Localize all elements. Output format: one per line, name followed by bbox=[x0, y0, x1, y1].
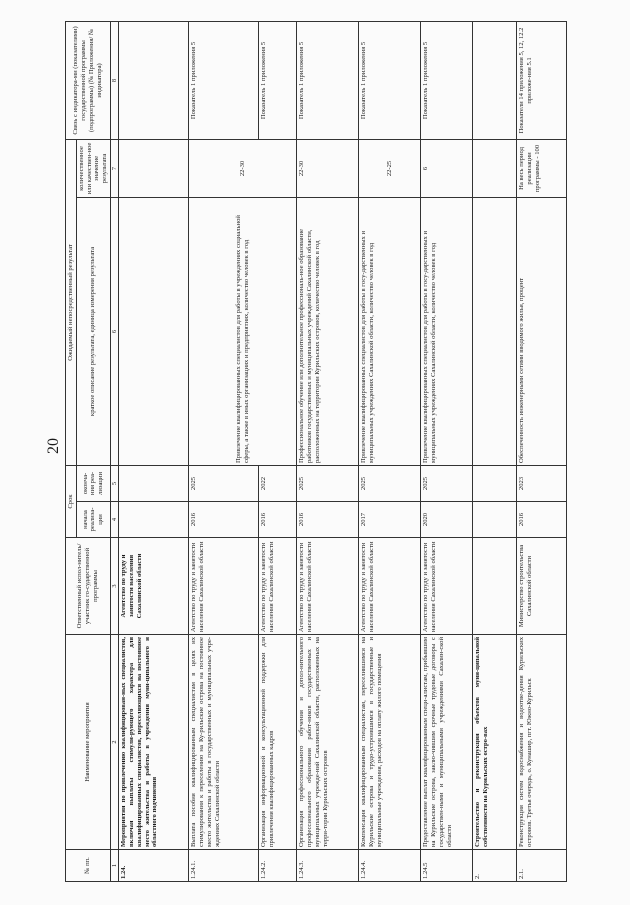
row-name: Мероприятия по привлечению квалифицирован-ных специалистов, включая выплаты стимули-рующего характера для квалифицированных специалистов, переселяющихся на постоянное место жительства и работы в учреждения муни-ципального и областного подчинения bbox=[119, 635, 189, 850]
row-responsible: Агентство по труду и занятости населения Сахалинской области bbox=[421, 538, 473, 635]
row-start: 2016 bbox=[297, 502, 359, 538]
row-link: Показатель 1 приложения 5 bbox=[259, 21, 297, 139]
row-link: Показатель 1 приложения 5 bbox=[421, 21, 473, 139]
row-end: 2025 bbox=[421, 465, 473, 501]
row-value bbox=[119, 139, 189, 197]
row-link bbox=[473, 21, 517, 139]
row-end: 2025 bbox=[297, 465, 359, 501]
table-row bbox=[119, 21, 189, 881]
row-description: Обеспеченность инженерными сетями вводимого жилья, процент bbox=[517, 197, 567, 465]
rotated-table-sheet bbox=[65, 22, 565, 882]
row-name: Организация профессионального обучения и допол-нительного профессионального образования работ-ников государственных и муниципальных учрежде-ний Сахалинской области, расположенных на терри-тории Курильских островов bbox=[297, 635, 359, 850]
header-start: начала реализа-ции bbox=[76, 502, 110, 538]
colnum: 2 bbox=[110, 635, 119, 850]
row-number: 1.24.1. bbox=[189, 850, 259, 882]
row-link: Показатели 14 приложения 5, 12, 12.2 приложе-ния 5.1 bbox=[517, 21, 567, 139]
row-value: 22-25 bbox=[359, 139, 421, 197]
row-end: 2023 bbox=[517, 465, 567, 501]
row-responsible: Агентство по труду и занятости населения Сахалинской области bbox=[297, 538, 359, 635]
row-start: 2020 bbox=[421, 502, 473, 538]
row-value: На весь период реализации программы - 100 bbox=[517, 139, 567, 197]
row-responsible: Министерство строительства Сахалинской области bbox=[517, 538, 567, 635]
page-number: 20 bbox=[45, 438, 62, 454]
row-responsible bbox=[473, 538, 517, 635]
header-expected-result: Ожидаемый непосредственный результат bbox=[66, 139, 77, 465]
table-row bbox=[421, 21, 473, 881]
row-description: Привлечение квалифицированных специалистов для работы в учреждениях социальной сферы, а также в иных организациях и предприятиях, количество человек в год bbox=[189, 197, 297, 465]
row-start: 2017 bbox=[359, 502, 421, 538]
row-start: 2016 bbox=[259, 502, 297, 538]
row-name: Компенсация квалифицированным специалистам, переселившимся на Курильские острова и трудо-устроившимся в государственные и муниципальные учреждения, расходов на оплату жилого помещения bbox=[359, 635, 421, 850]
row-name: Реконструкция систем водоснабжения и водоотве-дения Курильских островов. Третья очередь, о. Кунашир, пгт. Южно-Курильск bbox=[517, 635, 567, 850]
row-value bbox=[473, 139, 517, 197]
row-start: 2016 bbox=[517, 502, 567, 538]
row-end: 2022 bbox=[259, 465, 297, 501]
colnum: 6 bbox=[110, 197, 119, 465]
table-row bbox=[473, 21, 517, 881]
row-responsible: Агентство по труду и занятости населения Сахалинской области bbox=[359, 538, 421, 635]
row-start bbox=[119, 502, 189, 538]
header-name: Наименование мероприятия bbox=[66, 635, 111, 850]
row-link: Показатель 1 приложения 5 bbox=[189, 21, 259, 139]
row-number: 1.24. bbox=[119, 850, 189, 882]
colnum: 4 bbox=[110, 502, 119, 538]
row-name: Выплата пособия квалифицированным специалистам в целях их стимулирования к переселению на Ку-рильские острова на постоянное место жительства и работы в государственных и муниципальных учре-ждениях Сахалинской области bbox=[189, 635, 259, 850]
row-link: Показатель 1 приложения 5 bbox=[297, 21, 359, 139]
header-result-value: количественное или качествен-ное значение результата bbox=[76, 139, 110, 197]
table-row bbox=[297, 21, 359, 881]
header-end: оконча-ния реа-лизации bbox=[76, 465, 110, 501]
table-row bbox=[189, 21, 259, 881]
row-start: 2016 bbox=[189, 502, 259, 538]
row-number: 1.24.5 bbox=[421, 850, 473, 882]
row-number: 1.24.3. bbox=[297, 850, 359, 882]
colnum: 3 bbox=[110, 538, 119, 635]
row-number: 2.1. bbox=[517, 850, 567, 882]
column-numbers-row bbox=[110, 21, 119, 881]
row-description bbox=[473, 197, 517, 465]
row-value: 6 bbox=[421, 139, 473, 197]
row-description: Профессиональное обучение или дополнительное профессиональ-ное образование работников государственных и муниципальных учреждений Сахалинской области, расположенных на территории Курильских островов, количество человек в год bbox=[297, 197, 359, 465]
row-name: Строительство и реконструкция объектов муни-ципальной собственности на Курильских остро-вах bbox=[473, 635, 517, 850]
row-end bbox=[473, 465, 517, 501]
row-value: 22-30 bbox=[297, 139, 359, 197]
row-start bbox=[473, 502, 517, 538]
row-end: 2025 bbox=[189, 465, 259, 501]
row-name: Предоставление выплат квалифицированным специ-алистам, прибывшим на Курильские острова, заклю-чившим срочные трудовые договоры с государствен-ными и муниципальными учреждениями Сахалин-ской области bbox=[421, 635, 473, 850]
row-link: Показатель 1 приложения 5 bbox=[359, 21, 421, 139]
measures-table bbox=[65, 21, 567, 882]
row-description bbox=[119, 197, 189, 465]
row-end: 2025 bbox=[359, 465, 421, 501]
colnum: 1 bbox=[110, 850, 119, 882]
row-responsible: Агентство по труду и занятости населения Сахалинской области bbox=[189, 538, 259, 635]
row-value: 22-30 bbox=[189, 139, 297, 197]
table-row bbox=[359, 21, 421, 881]
header-responsible: Ответственный испол-нитель/участник го-сударственной программы bbox=[66, 538, 111, 635]
colnum: 7 bbox=[110, 139, 119, 197]
colnum: 5 bbox=[110, 465, 119, 501]
header-indicator-link: Связь с индикатора-ми (показателями) государственной программы (подпрограммы) (№ Приложения/ № индикатора) bbox=[66, 21, 111, 139]
row-number: 1.24.2. bbox=[259, 850, 297, 882]
row-number: 2. bbox=[473, 850, 517, 882]
row-name: Организация информационной и консультационной поддержки для привлечения квалифицированных кадров bbox=[259, 635, 297, 850]
header-result-description: краткое описание результата, единица измерения результата bbox=[76, 197, 110, 465]
row-responsible: Агентство по труду и занятости населения Сахалинской области bbox=[119, 538, 189, 635]
header-no: № пп. bbox=[66, 850, 111, 882]
table-row bbox=[517, 21, 567, 881]
row-responsible: Агентство по труду и занятости населения Сахалинской области bbox=[259, 538, 297, 635]
row-link bbox=[119, 21, 189, 139]
row-end bbox=[119, 465, 189, 501]
row-number: 1.24.4. bbox=[359, 850, 421, 882]
row-description: Привлечение квалифицированных специалистов для работы в госу-дарственных и муниципальных учреждениях Сахалинской области, количество человек в год bbox=[421, 197, 473, 465]
colnum: 8 bbox=[110, 21, 119, 139]
row-description: Привлечение квалифицированных специалистов для работы в госу-дарственных и муниципальных учреждениях Сахалинской области, количество человек в год bbox=[359, 197, 421, 465]
header-term: Срок bbox=[66, 465, 77, 537]
